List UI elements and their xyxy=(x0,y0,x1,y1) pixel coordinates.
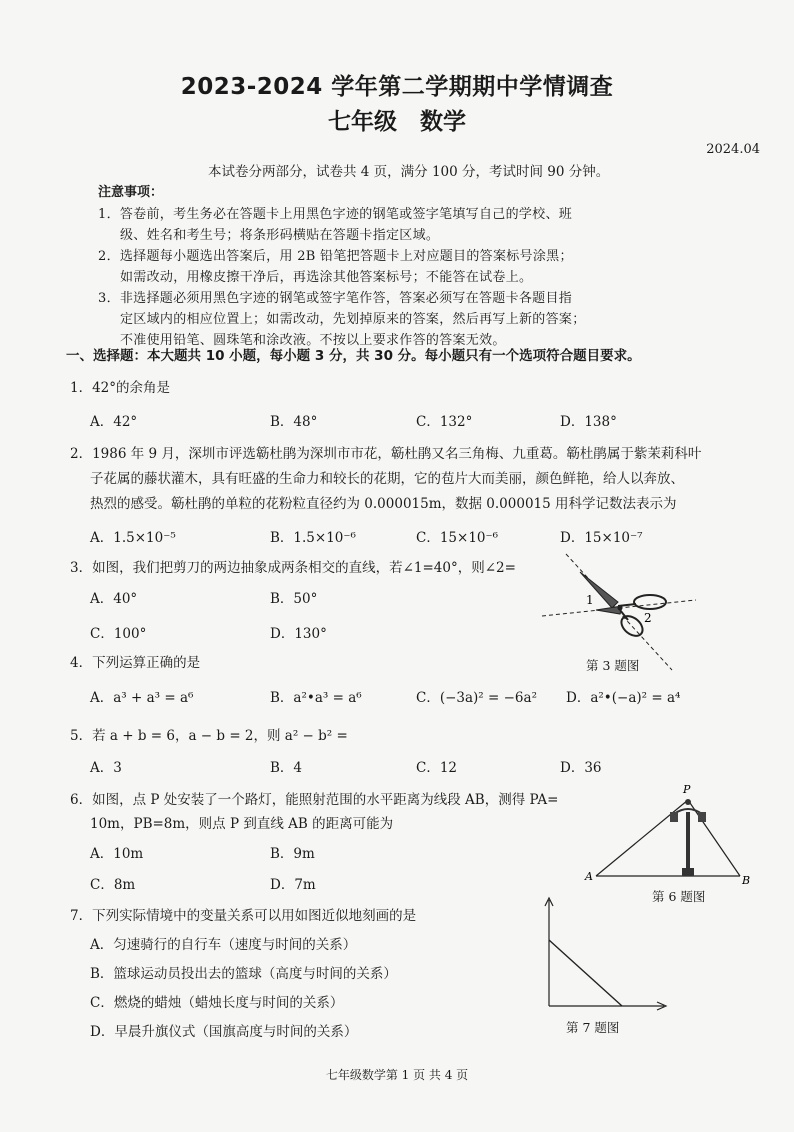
figure-3-caption: 第 3 题图 xyxy=(586,658,640,673)
question-2-stem: 热烈的感受。簕杜鹃的单粒的花粉粒直径约为 0.000015m，数据 0.000015 用科学记数法表示为 xyxy=(90,496,677,512)
note-line: 3．非选择题必须用黑色字迹的钢笔或签字笔作答，答案必须写在答题卡各题目指 xyxy=(98,291,573,306)
q3-option-b: B．50° xyxy=(270,591,318,607)
figure-6-caption: 第 6 题图 xyxy=(652,889,706,904)
q1-option-a: A．42° xyxy=(90,414,138,430)
figure-7-graph xyxy=(540,896,670,1012)
fig6-point-p: P xyxy=(683,783,691,796)
fig6-point-a: A xyxy=(585,870,593,883)
q7-option-b: B．篮球运动员投出去的篮球（高度与时间的关系） xyxy=(90,966,397,982)
exam-date: 2024.04 xyxy=(706,142,760,157)
q4-option-d: D．a²•(−a)² = a⁴ xyxy=(566,690,681,706)
q4-option-c: C．(−3a)² = −6a² xyxy=(416,690,537,706)
q2-option-b: B．1.5×10⁻⁶ xyxy=(270,530,356,546)
q1-option-b: B．48° xyxy=(270,414,318,430)
question-1-stem: 1．42°的余角是 xyxy=(70,380,171,396)
q5-option-a: A．3 xyxy=(90,760,122,776)
q3-option-c: C．100° xyxy=(90,626,147,642)
question-6-stem: 10m，PB=8m，则点 P 到直线 AB 的距离可能为 xyxy=(90,816,394,832)
fig3-angle-1: 1 xyxy=(586,593,594,607)
q7-option-a: A．匀速骑行的自行车（速度与时间的关系） xyxy=(90,937,357,953)
question-2-stem: 2．1986 年 9 月，深圳市评选簕杜鹃为深圳市市花，簕杜鹃又名三角梅、九重葛。簕杜鹃属于紫茉莉科叶 xyxy=(70,446,702,462)
q7-option-c: C．燃烧的蜡烛（蜡烛长度与时间的关系） xyxy=(90,995,344,1011)
q6-option-b: B．9m xyxy=(270,846,315,862)
q3-option-d: D．130° xyxy=(270,626,327,642)
q6-option-d: D．7m xyxy=(270,877,316,893)
q5-option-d: D．36 xyxy=(560,760,602,776)
exam-subtitle: 七年级 数学 xyxy=(328,109,466,135)
question-3-stem: 3．如图，我们把剪刀的两边抽象成两条相交的直线，若∠1=40°，则∠2= xyxy=(70,560,516,576)
note-line: 级、姓名和考生号；将条形码横贴在答题卡指定区域。 xyxy=(120,228,440,243)
figure-6-lamp xyxy=(582,783,762,887)
q1-option-c: C．132° xyxy=(416,414,473,430)
q4-option-a: A．a³ + a³ = a⁶ xyxy=(90,690,194,706)
q5-option-b: B．4 xyxy=(270,760,303,776)
q6-option-a: A．10m xyxy=(90,846,144,862)
question-7-stem: 7．下列实际情境中的变量关系可以用如图近似地刻画的是 xyxy=(70,908,417,924)
q7-option-d: D．早晨升旗仪式（国旗高度与时间的关系） xyxy=(90,1024,358,1040)
q4-option-b: B．a²•a³ = a⁶ xyxy=(270,690,362,706)
figure-3-scissors xyxy=(540,548,700,670)
question-2-stem: 子花属的藤状灌木，具有旺盛的生命力和较长的花期，它的苞片大而美丽，颜色鲜艳，给人以奔放、 xyxy=(90,471,684,487)
q2-option-a: A．1.5×10⁻⁵ xyxy=(90,530,176,546)
note-line: 1．答卷前，考生务必在答题卡上用黑色字迹的钢笔或签字笔填写自己的学校、班 xyxy=(98,207,573,222)
figure-7-caption: 第 7 题图 xyxy=(566,1020,620,1035)
fig6-point-b: B xyxy=(742,874,751,887)
page-footer: 七年级数学第 1 页 共 4 页 xyxy=(325,1068,469,1082)
exam-intro: 本试卷分两部分，试卷共 4 页，满分 100 分，考试时间 90 分钟。 xyxy=(208,164,610,180)
note-line: 2．选择题每小题选出答案后，用 2B 铅笔把答题卡上对应题目的答案标号涂黑； xyxy=(98,249,573,264)
question-6-stem: 6．如图，点 P 处安装了一个路灯，能照射范围的水平距离为线段 AB，测得 PA= xyxy=(70,792,559,808)
q2-option-d: D．15×10⁻⁷ xyxy=(560,530,643,546)
q3-option-a: A．40° xyxy=(90,591,138,607)
fig3-angle-2: 2 xyxy=(644,611,652,625)
note-line: 定区域内的相应位置上；如需改动，先划掉原来的答案，然后再写上新的答案； xyxy=(120,312,586,327)
q6-option-c: C．8m xyxy=(90,877,136,893)
q5-option-c: C．12 xyxy=(416,760,458,776)
q2-option-c: C．15×10⁻⁶ xyxy=(416,530,499,546)
note-line: 如需改动，用橡皮擦干净后，再选涂其他答案标号；不能答在试卷上。 xyxy=(120,270,533,285)
question-4-stem: 4．下列运算正确的是 xyxy=(70,655,201,671)
question-5-stem: 5．若 a + b = 6，a − b = 2，则 a² − b² = xyxy=(70,728,348,744)
note-line: 不准使用铅笔、圆珠笔和涂改液。不按以上要求作答的答案无效。 xyxy=(120,333,506,348)
notes-heading: 注意事项： xyxy=(98,185,164,200)
exam-title: 2023-2024 学年第二学期期中学情调查 xyxy=(180,74,614,100)
section-heading: 一、选择题：本大题共 10 小题，每小题 3 分，共 30 分。每小题只有一个选项符合题目要求。 xyxy=(66,348,641,364)
q1-option-d: D．138° xyxy=(560,414,617,430)
